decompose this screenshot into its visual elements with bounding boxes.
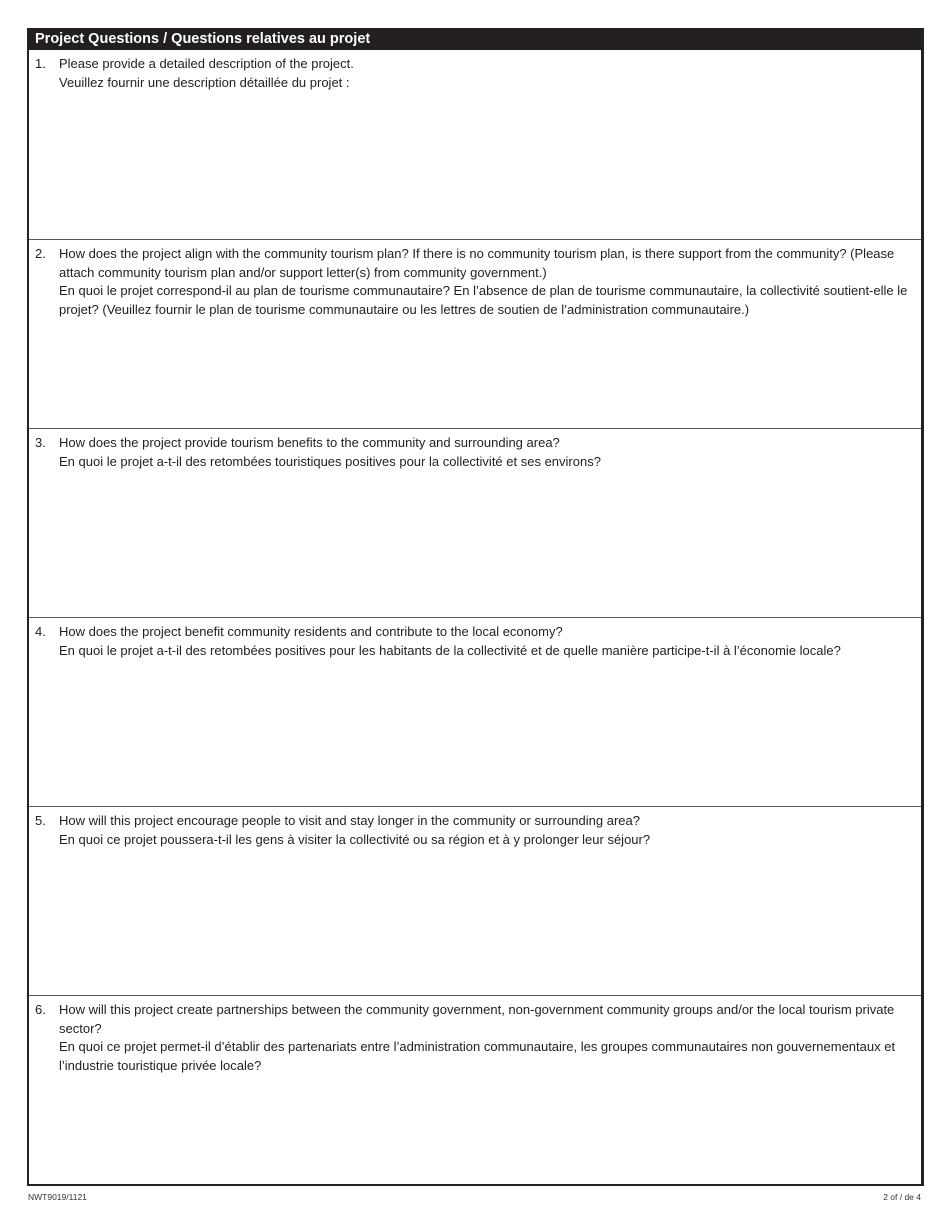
question-2-answer-area[interactable] [29, 240, 921, 429]
question-text-fr: En quoi le projet a-t-il des retombées touristiques positives pour la collectivité et ses environs? [59, 453, 601, 469]
question-number: 5. [35, 813, 46, 828]
project-questions-form [27, 28, 924, 1186]
question-text-fr: En quoi le projet a-t-il des retombées positives pour les habitants de la collectivité et de quelle manière participe-t-il à l’économie locale? [59, 642, 841, 658]
question-6-answer-area[interactable] [29, 996, 921, 1184]
question-5-answer-area[interactable] [29, 807, 921, 996]
question-number: 3. [35, 435, 46, 450]
question-text-en: How does the project benefit community residents and contribute to the local economy? [59, 624, 563, 639]
page-number: 2 of / de 4 [883, 1192, 921, 1202]
question-number: 6. [35, 1002, 46, 1017]
question-text-en: Please provide a detailed description of the project. [59, 56, 354, 71]
question-1-answer-area[interactable] [29, 50, 921, 240]
question-text-en: How does the project provide tourism benefits to the community and surrounding area? [59, 435, 560, 450]
question-number: 4. [35, 624, 46, 639]
question-text-en: How does the project align with the community tourism plan? If there is no community tourism plan, is there support from the community? (Please attach community tourism plan and/or support letter(s) from community government.) [59, 246, 895, 280]
question-text-fr: En quoi ce projet poussera-t-il les gens à visiter la collectivité ou sa région et à y prolonger leur séjour? [59, 831, 651, 847]
form-code: NWT9019/1121 [28, 1192, 87, 1202]
question-4-answer-area[interactable] [29, 618, 921, 807]
question-3-answer-area[interactable] [29, 429, 921, 618]
question-text-fr: Veuillez fournir une description détaillée du projet : [59, 74, 350, 90]
question-number: 1. [35, 56, 46, 71]
question-number: 2. [35, 246, 46, 261]
question-text-fr: En quoi ce projet permet-il d’établir des partenariats entre l’administration communautaire, les groupes communautaires non gouvernementaux et l’industrie touristique privée locale? [59, 1039, 896, 1073]
question-text-en: How will this project create partnerships between the community government, non-government community groups and/or the local tourism private sector? [59, 1002, 895, 1036]
question-text-fr: En quoi le projet correspond-il au plan de tourisme communautaire? En l’absence de plan de tourisme communautaire, la collectivité soutient-elle le projet? (Veuillez fournir le plan de tourisme communautaire ou les lettres de soutien de l’administration communautaire.) [59, 283, 908, 317]
question-text-en: How will this project encourage people to visit and stay longer in the community or surrounding area? [59, 813, 640, 828]
section-title: Project Questions / Questions relatives au projet [29, 28, 921, 50]
